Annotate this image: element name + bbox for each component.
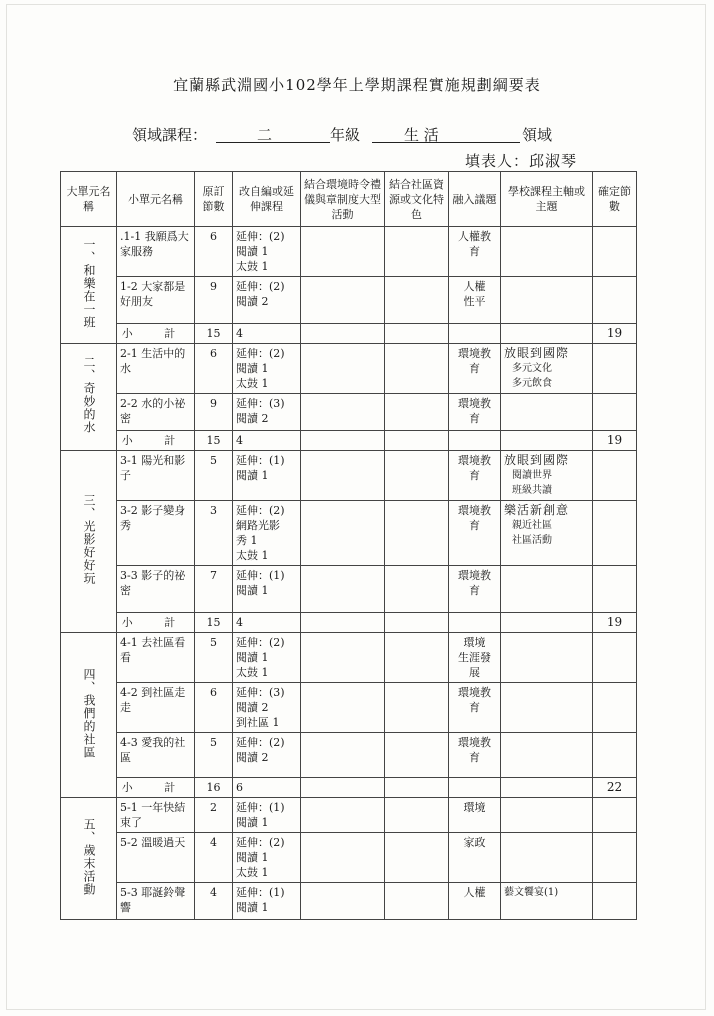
unit-name: 五、歲末活動 [82,817,96,896]
subtotal-issue [449,431,501,451]
cell-line: 延伸：(1) [236,801,285,814]
lesson-community [385,566,449,613]
cell-line: 展 [469,666,480,679]
cell-line: 育 [469,245,480,258]
lesson-theme [501,344,593,394]
cell-line: 太鼓 1 [236,260,269,273]
column-header: 結合環境時令禮儀與章制度大型活動 [301,172,385,227]
course-plan-table [60,171,637,920]
lesson-hours: 5 [195,451,233,501]
subtotal-issue [449,613,501,633]
cell-line: 閱讀 1 [236,469,269,482]
lesson-community [385,833,449,883]
lesson-issue [449,451,501,501]
lesson-hours: 6 [195,227,233,277]
lesson-issue [449,833,501,883]
lesson-confirmed [593,394,637,431]
subject-underline [372,142,520,143]
lesson-row [61,566,637,613]
cell-line: 閱讀 1 [236,851,269,864]
cell-line: 閱讀 2 [236,295,269,308]
cell-line: 延伸：(2) [236,836,285,849]
lesson-confirmed [593,683,637,733]
lesson-activity [301,633,385,683]
subtotal-extension: 4 [233,431,301,451]
cell-line: 閱讀 2 [236,412,269,425]
lesson-theme [501,227,593,277]
filler-name: 邱淑琴 [529,152,578,170]
lesson-activity [301,501,385,566]
lesson-name: 3-3 影子的祕密 [117,566,195,613]
cell-line: 秀 1 [236,534,258,547]
lesson-extension [233,833,301,883]
lesson-hours: 3 [195,501,233,566]
lesson-theme [501,798,593,833]
lesson-activity [301,733,385,778]
subtotal-hours: 15 [195,324,233,344]
cell-line: 太鼓 1 [236,866,269,879]
cell-line: 延伸：(1) [236,569,285,582]
lesson-community [385,394,449,431]
subtotal-extension: 6 [233,778,301,798]
cell-line: 育 [469,362,480,375]
lesson-name: 5-2 溫暖過天 [117,833,195,883]
lesson-issue [449,501,501,566]
theme-line: 班級共讀 [512,485,552,496]
lesson-hours: 4 [195,833,233,883]
cell-line: 人權教 [458,230,491,243]
subtotal-activity [301,431,385,451]
lesson-name: 5-3 耶誕鈴聲響 [117,883,195,920]
subtotal-row [61,324,637,344]
unit-name: 三、光影好好玩 [82,494,96,585]
lesson-name: 2-1 生活中的水 [117,344,195,394]
subtotal-community [385,431,449,451]
lesson-extension [233,883,301,920]
lesson-theme [501,633,593,683]
lesson-theme [501,394,593,431]
lesson-extension [233,277,301,324]
lesson-hours: 9 [195,394,233,431]
lesson-hours: 6 [195,344,233,394]
lesson-activity [301,344,385,394]
lesson-name: 4-2 到社區走走 [117,683,195,733]
cell-line: 閱讀 1 [236,584,269,597]
subtotal-extension: 4 [233,324,301,344]
unit-name-cell [61,227,117,344]
lesson-hours: 5 [195,633,233,683]
unit-name: 四、我們的社區 [82,667,96,759]
lesson-activity [301,451,385,501]
lesson-confirmed [593,566,637,613]
cell-line: 生涯發 [458,651,491,664]
lesson-extension [233,451,301,501]
lesson-issue [449,277,501,324]
lesson-name: 3-1 陽光和影子 [117,451,195,501]
lesson-issue [449,566,501,613]
lesson-hours: 2 [195,798,233,833]
subtotal-label: 小 計 [117,431,195,451]
cell-line: 育 [469,469,480,482]
subtotal-theme [501,324,593,344]
lesson-confirmed [593,633,637,683]
filler-label: 填表人： [465,152,530,170]
cell-line: 環境教 [458,454,491,467]
cell-line: 延伸：(3) [236,397,285,410]
cell-line: 家政 [463,836,486,849]
cell-line: 延伸：(1) [236,454,285,467]
cell-line: 育 [469,519,480,532]
lesson-activity [301,683,385,733]
lesson-row [61,883,637,920]
column-header: 學校課程主軸或主題 [501,172,593,227]
lesson-community [385,501,449,566]
lesson-activity [301,798,385,833]
cell-line: 環境 [463,636,486,649]
cell-line: 環境教 [458,686,491,699]
lesson-issue [449,683,501,733]
theme-line: 放眼到國際 [504,346,570,360]
cell-line: 閱讀 2 [236,751,269,764]
lesson-extension [233,633,301,683]
lesson-extension [233,733,301,778]
subtotal-confirmed: 19 [593,613,637,633]
subtotal-theme [501,431,593,451]
lesson-row [61,344,637,394]
lesson-hours: 4 [195,883,233,920]
subtotal-community [385,613,449,633]
cell-line: 閱讀 1 [236,245,269,258]
lesson-extension [233,227,301,277]
page-title: 宜蘭縣武淵國小102學年上學期課程實施規劃綱要表 [173,76,541,94]
subtotal-issue [449,324,501,344]
lesson-theme [501,733,593,778]
subject-label: 領域 [522,126,553,144]
cell-line: 育 [469,701,480,714]
lesson-row [61,451,637,501]
cell-line: 太鼓 1 [236,377,269,390]
cell-line: 閱讀 1 [236,651,269,664]
column-header: 小單元名稱 [117,172,195,227]
domain-label: 領域課程： [132,126,208,144]
lesson-name: 4-1 去社區看看 [117,633,195,683]
lesson-row [61,501,637,566]
cell-line: 到社區 1 [236,716,280,729]
cell-line: 網路光影 [236,519,280,532]
theme-line: 社區活動 [512,535,552,546]
lesson-confirmed [593,833,637,883]
cell-line: 延伸：(2) [236,504,285,517]
lesson-activity [301,566,385,613]
subtotal-confirmed: 22 [593,778,637,798]
lesson-activity [301,227,385,277]
subtotal-row [61,431,637,451]
column-header: 大單元名稱 [61,172,117,227]
filler-line [465,150,577,171]
cell-line: 育 [469,751,480,764]
subtotal-community [385,324,449,344]
subtotal-row [61,778,637,798]
lesson-name: 4-3 愛我的社區 [117,733,195,778]
lesson-community [385,633,449,683]
subtotal-extension: 4 [233,613,301,633]
lesson-theme [501,683,593,733]
lesson-hours: 6 [195,683,233,733]
subtotal-issue [449,778,501,798]
cell-line: 環境教 [458,504,491,517]
lesson-hours: 7 [195,566,233,613]
lesson-issue [449,344,501,394]
lesson-theme [501,883,593,920]
lesson-row [61,683,637,733]
lesson-row [61,394,637,431]
lesson-row [61,277,637,324]
lesson-issue [449,633,501,683]
lesson-extension [233,683,301,733]
lesson-community [385,798,449,833]
lesson-community [385,227,449,277]
lesson-extension [233,798,301,833]
theme-line: 親近社區 [512,520,552,531]
lesson-name: 3-2 影子變身秀 [117,501,195,566]
cell-line: 閱讀 2 [236,701,269,714]
lesson-activity [301,394,385,431]
lesson-confirmed [593,451,637,501]
theme-line: 閱讀世界 [512,470,552,481]
lesson-name: 5-1 一年快結束了 [117,798,195,833]
subtotal-label: 小 計 [117,324,195,344]
subtotal-confirmed: 19 [593,431,637,451]
lesson-hours: 9 [195,277,233,324]
subtotal-hours: 15 [195,613,233,633]
lesson-issue [449,227,501,277]
lesson-issue [449,883,501,920]
cell-line: 閱讀 1 [236,362,269,375]
lesson-extension [233,394,301,431]
theme-line: 樂活新創意 [504,503,570,517]
cell-line: 閱讀 1 [236,901,269,914]
unit-name-cell [61,344,117,451]
lesson-community [385,733,449,778]
lesson-community [385,683,449,733]
lesson-activity [301,833,385,883]
lesson-name: 2-2 水的小祕密 [117,394,195,431]
unit-name-cell [61,633,117,798]
lesson-confirmed [593,344,637,394]
subtotal-theme [501,613,593,633]
subtotal-theme [501,778,593,798]
subtotal-hours: 15 [195,431,233,451]
column-header: 原訂節數 [195,172,233,227]
cell-line: 育 [469,584,480,597]
lesson-theme [501,501,593,566]
lesson-hours: 5 [195,733,233,778]
grade-underline [216,142,330,143]
cell-line: 環境教 [458,569,491,582]
theme-line: 多元飲食 [512,378,552,389]
unit-name-cell [61,451,117,633]
lesson-theme [501,277,593,324]
lesson-theme [501,833,593,883]
subtotal-row [61,613,637,633]
lesson-issue [449,733,501,778]
unit-name: 一、和樂在一班 [82,237,96,329]
cell-line: 延伸：(3) [236,686,285,699]
subtotal-activity [301,613,385,633]
unit-name: 二、奇妙的水 [82,356,96,434]
lesson-extension [233,566,301,613]
lesson-confirmed [593,733,637,778]
theme-line: 多元文化 [512,363,552,374]
theme-line: 放眼到國際 [504,453,570,467]
lesson-row [61,633,637,683]
cell-line: 育 [469,412,480,425]
subtotal-hours: 16 [195,778,233,798]
cell-line: 環境教 [458,397,491,410]
subtotal-activity [301,324,385,344]
lesson-name: .1-1 我願爲大家服務 [117,227,195,277]
lesson-row [61,227,637,277]
subtotal-label: 小 計 [117,613,195,633]
cell-line: 性平 [463,295,486,308]
lesson-name: 1-2 大家都是好朋友 [117,277,195,324]
lesson-issue [449,798,501,833]
grade-value: 二 [257,126,273,144]
lesson-issue [449,394,501,431]
subtotal-community [385,778,449,798]
cell-line: 延伸：(2) [236,636,285,649]
lesson-extension [233,501,301,566]
column-header: 結合社區資源或文化特色 [385,172,449,227]
column-header: 融入議題 [449,172,501,227]
cell-line: 環境教 [458,736,491,749]
cell-line: 環境 [463,801,486,814]
lesson-confirmed [593,798,637,833]
grade-label: 年級 [330,126,361,144]
column-header: 確定節數 [593,172,637,227]
lesson-row [61,798,637,833]
column-header: 改自編或延伸課程 [233,172,301,227]
cell-line: 延伸：(1) [236,886,285,899]
lesson-community [385,451,449,501]
lesson-confirmed [593,227,637,277]
cell-line: 閱讀 1 [236,816,269,829]
cell-line: 人權 [463,886,486,899]
lesson-row [61,733,637,778]
lesson-confirmed [593,501,637,566]
subtotal-label: 小 計 [117,778,195,798]
cell-line: 延伸：(2) [236,736,285,749]
cell-line: 延伸：(2) [236,280,285,293]
theme-line: 藝文饗宴(1) [504,887,559,898]
lesson-row [61,833,637,883]
lesson-theme [501,451,593,501]
cell-line: 人權 [463,280,486,293]
cell-line: 太鼓 1 [236,666,269,679]
subtotal-confirmed: 19 [593,324,637,344]
unit-name-cell [61,798,117,920]
lesson-community [385,883,449,920]
lesson-activity [301,277,385,324]
cell-line: 太鼓 1 [236,549,269,562]
lesson-theme [501,566,593,613]
lesson-confirmed [593,277,637,324]
lesson-community [385,277,449,324]
cell-line: 延伸：(2) [236,230,285,243]
lesson-confirmed [593,883,637,920]
lesson-extension [233,344,301,394]
cell-line: 環境教 [458,347,491,360]
lesson-community [385,344,449,394]
lesson-activity [301,883,385,920]
subject-value: 生 活 [404,126,439,144]
header-row [61,172,637,227]
subtotal-activity [301,778,385,798]
cell-line: 延伸：(2) [236,347,285,360]
